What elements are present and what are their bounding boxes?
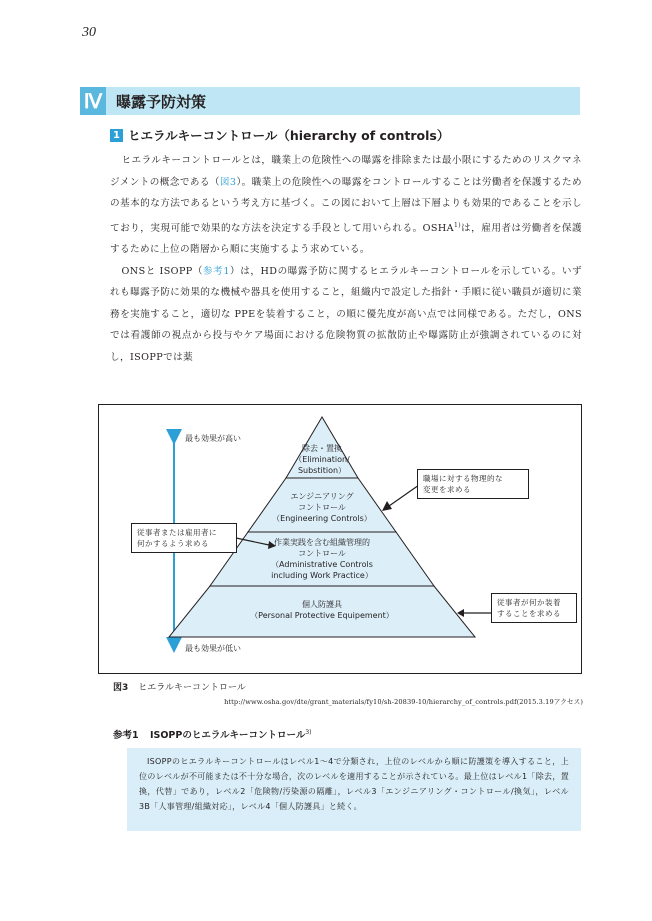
callout-physical-change [417,469,529,499]
reference-text: ISOPPのヒエラルキーコントロールはレベル1～4で分類され，上位のレベルから順に防護策を導入すること，上位のレベルが不可能または不十分な場合，次のレベルを適用することが示されている。最上位はレベル1「除去，置換，代替」であり，レベル2「危険物/汚染源の隔離」，レベル3「エンジニアリング・コントロール/換気」，レベル3B「人事管理/組織対応」，レベル4「個人防護具」と続く。 [139,757,569,811]
reference-title: ISOPPのヒエラルキーコントロール [149,730,306,741]
pointer-right-top [389,485,419,506]
section-number: 1 [110,129,123,142]
chapter-header [80,87,580,115]
section-title: ヒエラルキーコントロール（hierarchy of controls） [128,128,450,143]
level-4-jp: 個人防護具 [302,600,342,609]
figure-caption-label: 図3 [113,683,129,693]
level-4-en: （Personal Protective Equipement） [250,611,394,620]
reference-citation: 3) [305,728,312,736]
paragraph-2-part-2: ）は，HDの曝露予防に関するヒエラルキーコントロールを示している。いずれも曝露予防に効果的な機械や器具を使用すること，組織内で設定した指針・手順に従い職員が適切に業務を実施すること，適切な PPEを装着すること，の順に優先度が高い点では同様である。ただし，ONSでは看護師の視点から投与やケア場面における危険物質の拡散防止や曝露防止が強調されているのに対し，ISOPPでは薬 [110,265,583,363]
callout-worker-employer-line-2: 何かするよう求める [137,539,209,548]
figure-3-link[interactable]: 図3 [219,176,237,188]
callout-physical-change-line-2: 変更を求める [423,485,471,494]
callout-worker-employer [131,523,237,553]
paragraph-2 [110,261,582,369]
callout-wear-equipment-line-1: 従事者が何か装着 [497,598,561,607]
level-2-en: （Engineering Controls） [272,514,372,523]
level-3-jp-2: コントロール [298,549,346,558]
level-3-en-1: （Administrative Controls [271,560,373,569]
level-3-jp-1: 作業実践を含む組織管理的 [274,538,370,547]
page-number: 30 [82,25,96,40]
reference-1-link[interactable]: 参考1 [203,265,230,277]
figure-caption [113,680,246,693]
figure-caption-title: ヒエラルキーコントロール [138,683,246,693]
chapter-number: Ⅳ [80,87,106,115]
reference-label: 参考1 [113,730,139,741]
level-3-en-2: including Work Practice） [271,571,373,580]
level-2-label [262,491,382,524]
axis-label-bottom: 最も効果が低い [185,644,241,653]
citation-1: 1) [454,221,461,229]
level-3-label [242,537,402,581]
paragraph-1 [110,150,582,261]
level-2-jp-1: エンジニアリング [290,492,354,501]
chapter-title: 曝露予防対策 [116,92,207,111]
reference-heading [113,727,312,741]
level-1-en-2: Substition） [297,466,347,475]
callout-wear-equipment-line-2: することを求める [497,609,561,618]
callout-wear-equipment [491,593,577,623]
figure-3 [98,404,582,674]
level-1-label [272,443,372,476]
section-heading [110,126,449,144]
callout-physical-change-line-1: 職場に対する物理的な [423,474,503,483]
pointer-right-top-head [382,501,392,511]
level-2-jp-2: コントロール [298,503,346,512]
paragraph-1-part-1: ヒエラルキーコントロールとは，職業上の危険性への曝露を排除または最小限にするためのリスクマネジメントの概念である（ [110,155,582,188]
body-text [110,150,582,368]
paragraph-1-part-2: ）。職業上の危険性への曝露をコントロールすることは労働者を保護するための基本的な方法であるという考え方に基づく。この図において上層は下層よりも効果的であることを示しており，実現可能で効果的な方法を決定する手段として用いられる。OSHA [110,176,582,234]
figure-source: http://www.osha.gov/dte/grant_materials/fy10/sh-20839-10/hierarchy_of_controls.pdf(2015.3.19アクセス) [224,698,583,706]
paragraph-1-part-3: は，雇用者は労働者を保護するために上位の階層から順に実施するよう求めている。 [110,222,582,256]
level-1-jp: 除去・置換 [302,444,342,453]
axis-label-top: 最も効果が高い [185,434,241,443]
level-4-label [242,599,402,621]
level-1-en-1: （Elimination/ [294,455,350,464]
paragraph-2-part-1: ONSと ISOPP（ [121,265,204,277]
callout-worker-employer-line-1: 従事者または雇用者に [137,528,217,537]
reference-box [127,748,581,831]
